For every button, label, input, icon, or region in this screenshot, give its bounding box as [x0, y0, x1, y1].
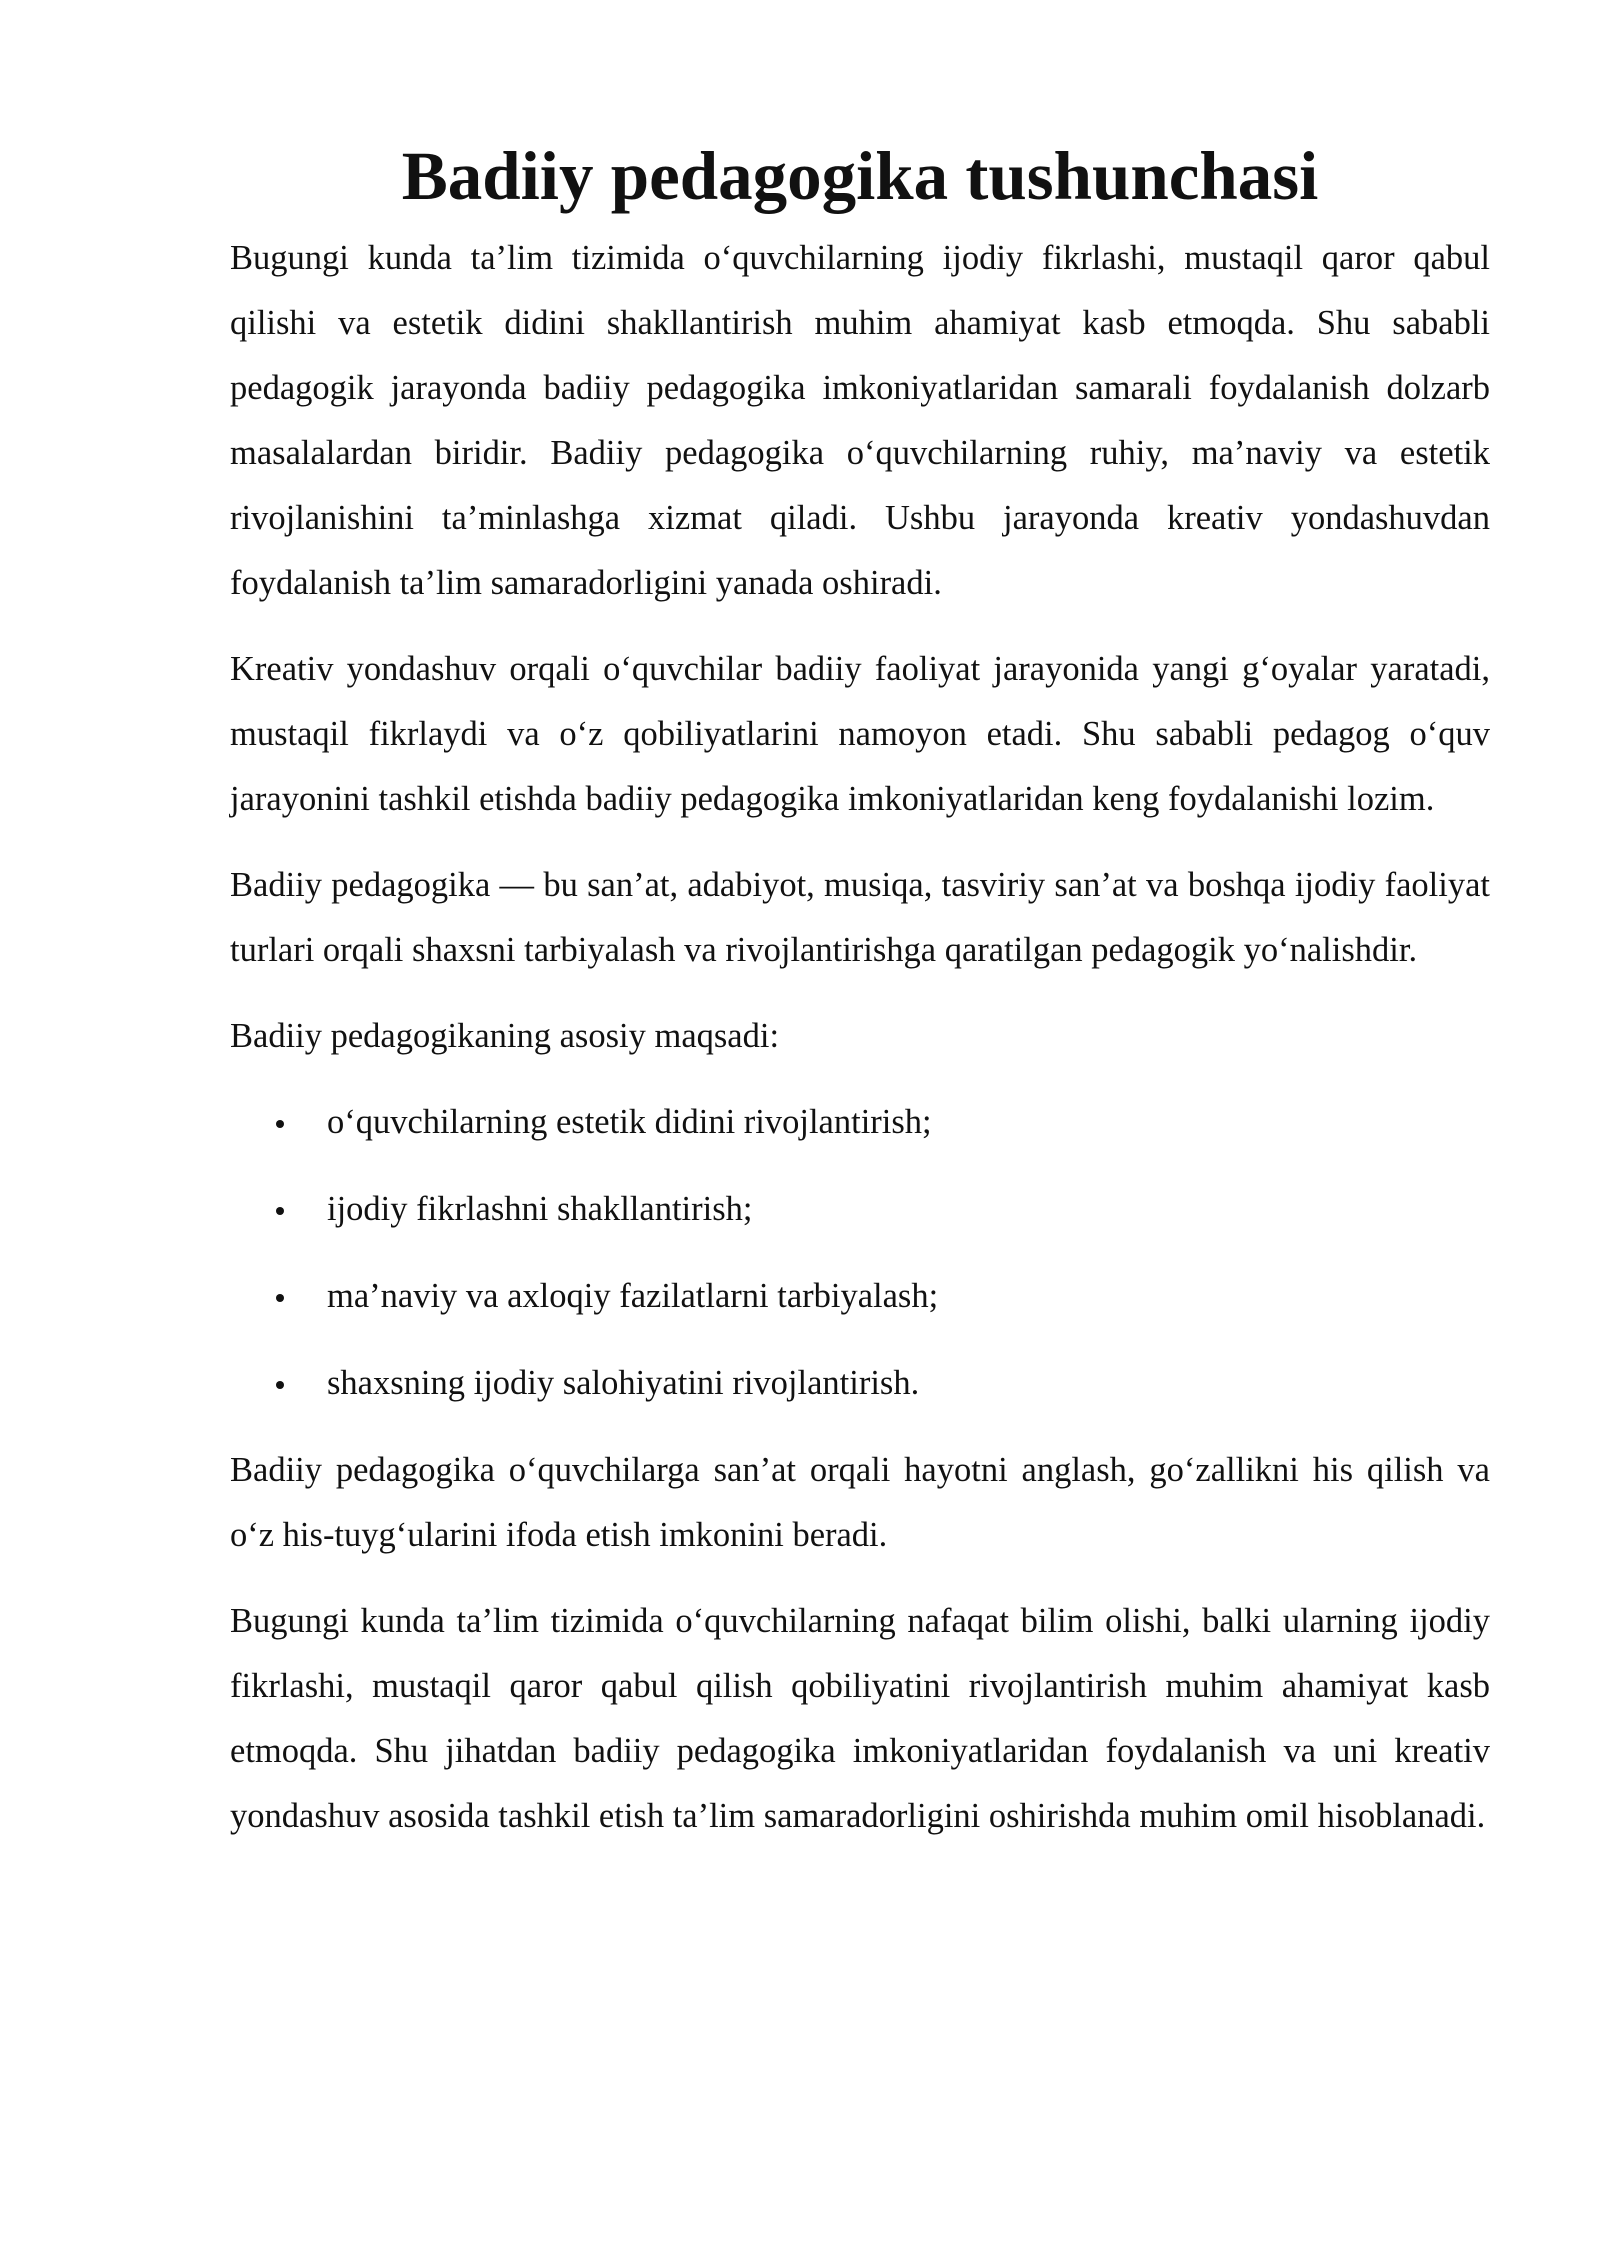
list-item-text: o‘quvchilarning estetik didini rivojlantirish;	[327, 1103, 932, 1141]
list-item-text: ma’naviy va axloqiy fazilatlarni tarbiyalash;	[327, 1277, 939, 1315]
list-item-text: shaxsning ijodiy salohiyatini rivojlantirish.	[327, 1364, 920, 1402]
list-item	[230, 1177, 1490, 1242]
bullet-icon	[276, 1120, 284, 1128]
paragraph-definition: Badiiy pedagogika — bu san’at, adabiyot, musiqa, tasviriy san’at va boshqa ijodiy faoliyat turlari orqali shaxsni tarbiyalash va rivojlantirishga qaratilgan pedagogik yo‘nalishdir.	[230, 866, 1490, 969]
list-item-text: ijodiy fikrlashni shakllantirish;	[327, 1190, 753, 1228]
paragraph-goals-heading: Badiiy pedagogikaning asosiy maqsadi:	[230, 1017, 780, 1055]
bullet-icon	[276, 1381, 284, 1389]
paragraph-art-understanding: Badiiy pedagogika o‘quvchilarga san’at orqali hayotni anglash, go‘zallikni his qilish va o‘z his-tuyg‘ularini ifoda etish imkonini beradi.	[230, 1451, 1490, 1554]
list-item	[230, 1351, 1490, 1416]
list-item	[230, 1090, 1490, 1155]
bullet-icon	[276, 1207, 284, 1215]
bullet-icon	[276, 1294, 284, 1302]
list-item	[230, 1264, 1490, 1329]
paragraph-intro: Bugungi kunda ta’lim tizimida o‘quvchilarning ijodiy fikrlashi, mustaqil qaror qabul qilishi va estetik didini shakllantirish muhim ahamiyat kasb etmoqda. Shu sababli pedagogik jarayonda badiiy pedagogika imkoniyatlaridan samarali foydalanish dolzarb masalalardan biridir. Badiiy pedagogika o‘quvchilarning ruhiy, ma’naviy va estetik rivojlanishini ta’minlashga xizmat qiladi. Ushbu jarayonda kreativ yondashuvdan foydalanish ta’lim samaradorligini yanada oshiradi.	[230, 239, 1490, 602]
paragraph-creative-approach: Kreativ yondashuv orqali o‘quvchilar badiiy faoliyat jarayonida yangi g‘oyalar yaratadi, mustaqil fikrlaydi va o‘z qobiliyatlarini namoyon etadi. Shu sababli pedagog o‘quv jarayonini tashkil etishda badiiy pedagogika imkoniyatlaridan keng foydalanishi lozim.	[230, 650, 1490, 818]
document-title: Badiiy pedagogika tushunchasi	[401, 138, 1319, 214]
goals-list	[230, 1090, 1490, 1416]
document-page	[230, 138, 1490, 1870]
paragraph-conclusion: Bugungi kunda ta’lim tizimida o‘quvchilarning nafaqat bilim olishi, balki ularning ijodiy fikrlashi, mustaqil qaror qabul qilish qobiliyatini rivojlantirish muhim ahamiyat kasb etmoqda. Shu jihatdan badiiy pedagogika imkoniyatlaridan foydalanish va uni kreativ yondashuv asosida tashkil etish ta’lim samaradorligini oshirishda muhim omil hisoblanadi.	[230, 1602, 1490, 1835]
